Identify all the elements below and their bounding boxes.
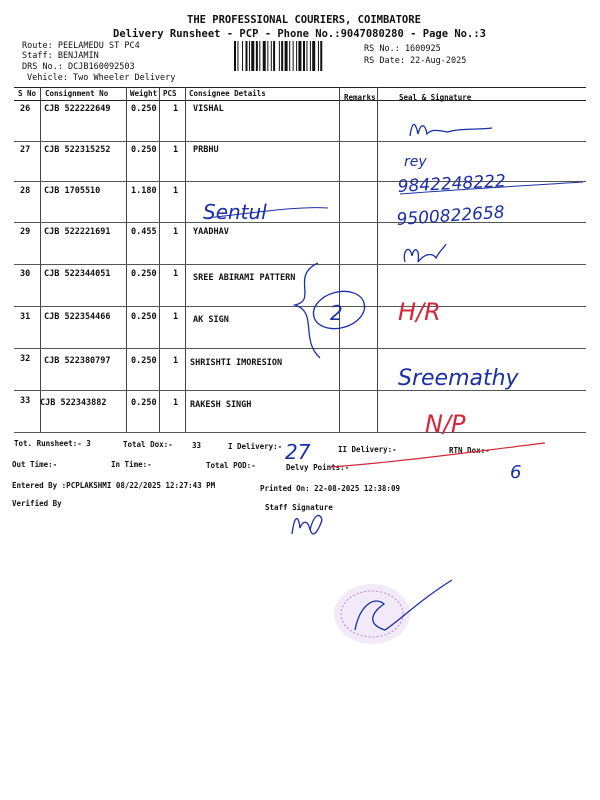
row-weight: 0.250 [131, 356, 157, 366]
row-sno: 30 [20, 269, 31, 279]
total-dox-label: Total Dox:- [123, 440, 173, 449]
row-weight: 0.250 [131, 398, 157, 408]
row-consignee: VISHAL [193, 104, 224, 114]
signature-row-27: rey [404, 154, 427, 170]
row-consignment: CJB 522315252 [44, 145, 111, 155]
runsheet-subtitle: Delivery Runsheet - PCP - Phone No.:9047080280 - Page No.:3 [113, 28, 486, 40]
staff-signature-label: Staff Signature [265, 503, 333, 512]
total-pod-label: Total POD:- [206, 461, 256, 470]
handwritten-rtn-dox: 6 [510, 462, 522, 483]
col-header-signature: Seal & Signature [399, 93, 472, 102]
row-consignment: CJB 522380797 [44, 356, 111, 366]
delvy-points-label: Delvy Points:- [286, 463, 350, 472]
row-consignment: CJB 522344051 [44, 269, 111, 279]
handwritten-phone-2: 9500822658 [395, 202, 506, 230]
row-pcs: 1 [173, 269, 179, 279]
row-weight: 0.250 [131, 269, 157, 279]
handwritten-phone-1: 9842248222 [397, 171, 507, 197]
row-pcs: 1 [173, 356, 179, 366]
col-header-weight: Weight [130, 89, 158, 98]
row-consignee: SHRISHTI IMORESION [190, 358, 283, 368]
handwritten-i-delivery: 27 [285, 440, 311, 464]
out-time-label: Out Time:- [12, 460, 58, 469]
entered-by: Entered By :PCPLAKSHMI 08/22/2025 12:27:43 PM [12, 481, 216, 490]
row-sno: 28 [20, 186, 31, 196]
tot-runsheet: Tot. Runsheet:- 3 [14, 439, 91, 448]
signature-row-26 [410, 124, 492, 136]
staff-signature-stroke [292, 515, 322, 534]
printed-on: Printed On: 22-08-2025 12:38:09 [260, 484, 400, 493]
row-pcs: 1 [173, 312, 179, 322]
row-pcs: 1 [173, 104, 179, 114]
row-consignee: PRBHU [193, 145, 219, 155]
handwritten-consignee-28: Sentul [203, 200, 267, 224]
col-header-sno: S No [18, 89, 37, 98]
row-weight: 0.250 [131, 104, 157, 114]
row-weight: 1.180 [131, 186, 157, 196]
row-weight: 0.250 [131, 145, 157, 155]
signature-row-32: Sreemathy [398, 366, 519, 391]
col-header-remarks: Remarks [344, 93, 376, 102]
row-sno: 33 [20, 396, 31, 406]
vehicle-label: Vehicle: Two Wheeler Delivery [27, 73, 176, 83]
row-consignment: CJB 522221691 [44, 227, 111, 237]
row-pcs: 1 [173, 227, 179, 237]
total-dox-value: 33 [192, 441, 202, 450]
row-sno: 31 [20, 312, 31, 322]
row-weight: 0.250 [131, 312, 157, 322]
col-header-consignee: Consignee Details [189, 89, 266, 98]
row-pcs: 1 [173, 145, 179, 155]
row-consignee: YAADHAV [193, 227, 229, 237]
row-consignee: AK SIGN [193, 315, 229, 325]
rtn-dox-label: RTN Dox:- [449, 446, 490, 455]
signature-row-29 [404, 244, 446, 262]
route-label: Route: PEELAMEDU ST PC4 [22, 41, 140, 51]
rs-number: RS No.: 1600925 [364, 44, 441, 54]
row-pcs: 1 [173, 186, 179, 196]
row-consignment: CJB 522354466 [44, 312, 111, 322]
row-consignment: CJB 1705510 [44, 186, 101, 196]
row-sno: 29 [20, 227, 31, 237]
row-pcs: 1 [173, 398, 179, 408]
remark-row-30: H/R [398, 298, 441, 326]
row-sno: 27 [20, 145, 31, 155]
circled-note: 2 [330, 301, 343, 325]
company-name: THE PROFESSIONAL COURIERS, COIMBATORE [187, 14, 421, 26]
bracket-stroke [295, 263, 320, 358]
row-consignment: CJB 522222649 [44, 104, 111, 114]
rs-date: RS Date: 22-Aug-2025 [364, 56, 467, 66]
row-sno: 26 [20, 104, 31, 114]
remark-row-33: N/P [425, 410, 466, 438]
ii-delivery-label: II Delivery:- [338, 445, 397, 454]
drs-number: DRS No.: DCJB160092503 [22, 62, 135, 72]
verified-by: Verified By [12, 499, 62, 508]
row-consignee: RAKESH SINGH [190, 400, 252, 410]
stamp-seal [334, 580, 452, 644]
i-delivery-label: I Delivery:- [228, 442, 283, 451]
row-weight: 0.455 [131, 227, 157, 237]
col-header-consignment: Consignment No [45, 89, 109, 98]
row-consignment: CJB 522343882 [40, 398, 107, 408]
col-header-pcs: PCS [163, 89, 177, 98]
row-consignee: SREE ABIRAMI PATTERN [193, 273, 296, 283]
row-sno: 32 [20, 354, 31, 364]
in-time-label: In Time:- [111, 460, 152, 469]
staff-label: Staff: BENJAMIN [22, 51, 99, 61]
